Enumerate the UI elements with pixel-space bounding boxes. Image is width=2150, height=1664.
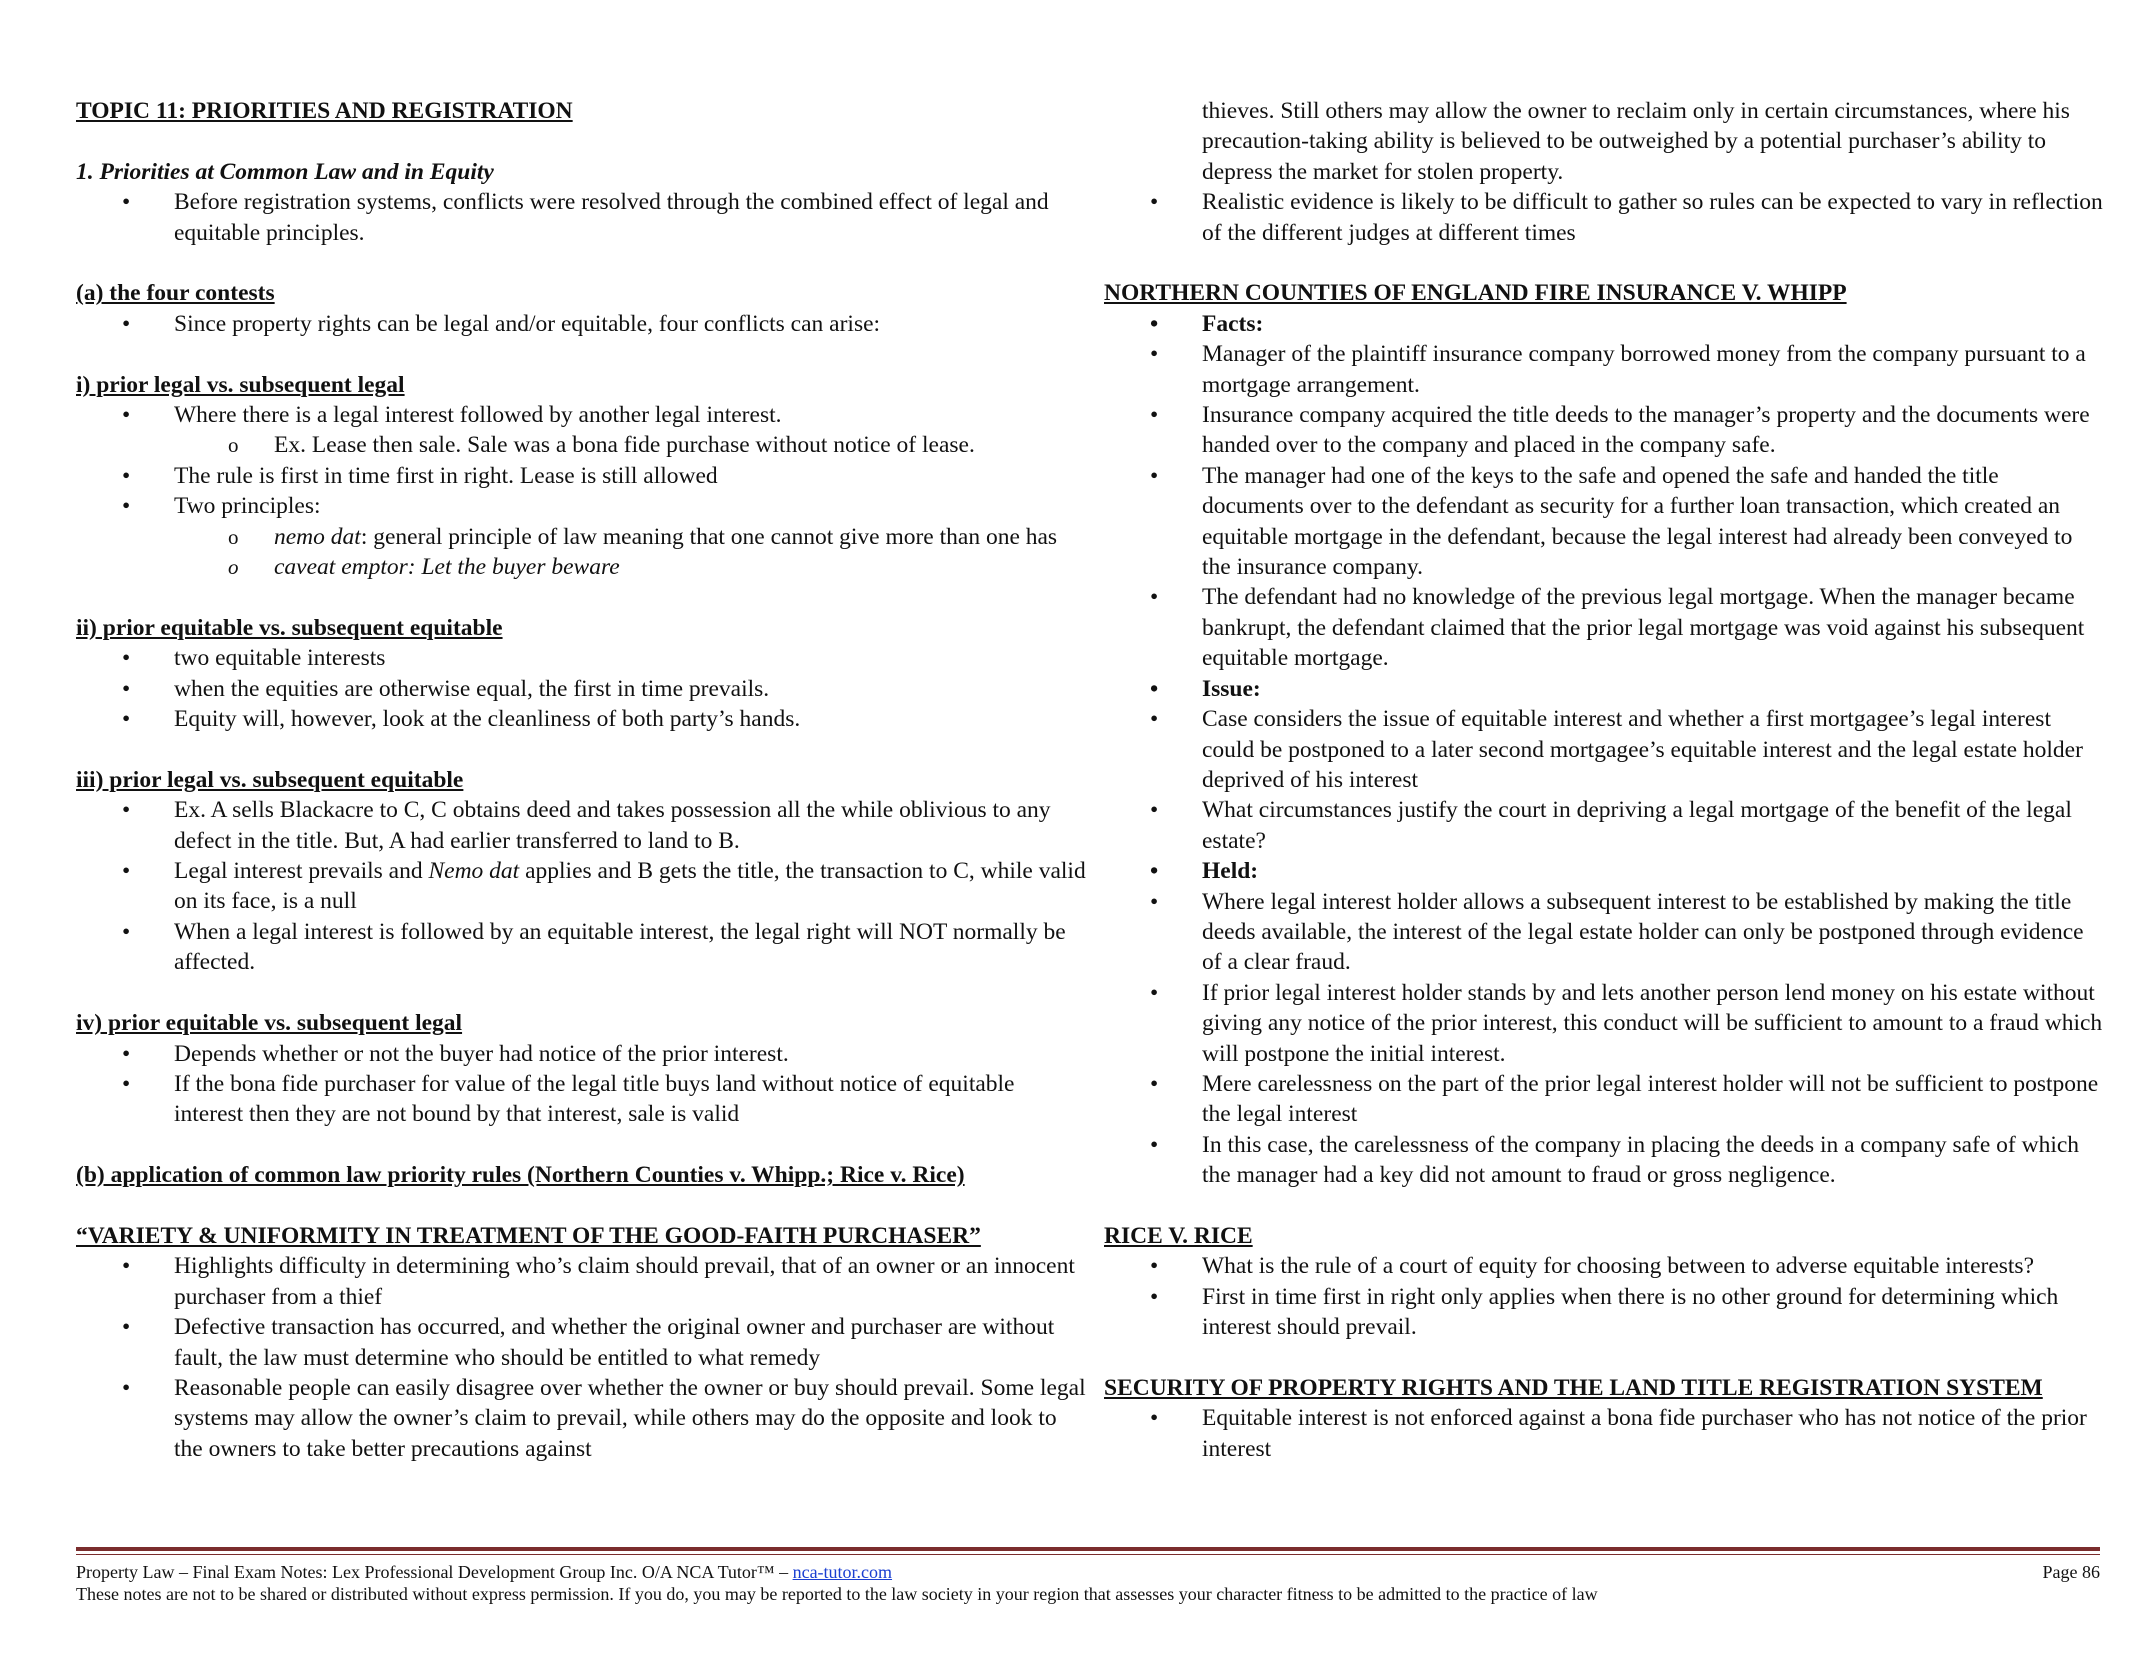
section-a-title: (a) the four contests bbox=[76, 280, 275, 307]
list-item: • Before registration systems, conflicts were resolved through the combined effect of legal and equitable principles. bbox=[76, 187, 1086, 248]
northern-counties-list bbox=[1104, 309, 2104, 1191]
footer-text: Property Law – Final Exam Notes: Lex Professional Development Group Inc. O/A NCA Tutor™ – bbox=[76, 1562, 793, 1582]
list-item: • Reasonable people can easily disagree over whether the owner or buy should prevail. Some legal systems may allow the owner’s claim to prevail, while others may do the opposite and look to the owners to take better precautions against bbox=[76, 1373, 1086, 1464]
list-item: • What is the rule of a court of equity for choosing between to adverse equitable interests? bbox=[1104, 1251, 2104, 1281]
list-item: • Where legal interest holder allows a subsequent interest to be established by making the title deeds available, the interest of the legal estate holder can only be postponed through evidence of a clear fraud. bbox=[1104, 887, 2104, 978]
list-item: • First in time first in right only applies when there is no other ground for determining which interest should prevail. bbox=[1104, 1282, 2104, 1343]
rice-list bbox=[1104, 1251, 2104, 1342]
sub-list-item: o caveat emptor: Let the buyer beware bbox=[76, 552, 1086, 582]
section-1-title: 1. Priorities at Common Law and in Equity bbox=[76, 158, 494, 185]
list-item: • When a legal interest is followed by an equitable interest, the legal right will NOT normally be affected. bbox=[76, 917, 1086, 978]
term-nemo-dat: nemo dat bbox=[274, 523, 361, 550]
sub-list-item bbox=[76, 522, 1086, 552]
issue-label: • Issue: bbox=[1104, 674, 2104, 704]
section-ii-list bbox=[76, 643, 1086, 734]
security-title: SECURITY OF PROPERTY RIGHTS AND THE LAND TITLE REGISTRATION SYSTEM bbox=[1104, 1375, 2043, 1402]
left-column bbox=[76, 96, 1086, 1464]
section-iii-list bbox=[76, 795, 1086, 977]
security-list bbox=[1104, 1403, 2104, 1464]
footer-line-1 bbox=[76, 1561, 2100, 1583]
section-i-list bbox=[76, 400, 1086, 582]
section-iv-title: iv) prior equitable vs. subsequent legal bbox=[76, 1010, 463, 1037]
page-number: Page 86 bbox=[2042, 1562, 2100, 1582]
text-segment: Legal interest prevails and bbox=[174, 858, 429, 885]
list-item: • Where there is a legal interest followed by another legal interest. bbox=[76, 400, 1086, 430]
list-item: • Defective transaction has occurred, and whether the original owner and purchaser are without fault, the law must determine who should be entitled to what remedy bbox=[76, 1312, 1086, 1373]
continued-bullet-text: thieves. Still others may allow the owner to reclaim only in certain circumstances, where his precaution-taking ability is believed to be outweighed by a potential purchaser’s ability to depress the market for stolen property. bbox=[1202, 98, 2070, 185]
section-iii-title: iii) prior legal vs. subsequent equitable bbox=[76, 766, 464, 793]
list-item: • Insurance company acquired the title deeds to the manager’s property and the documents were handed over to the company and placed in the company safe. bbox=[1104, 400, 2104, 461]
section-ii-title: ii) prior equitable vs. subsequent equitable bbox=[76, 614, 503, 641]
footer-disclaimer: These notes are not to be shared or distributed without express permission. If you do, you may be reported to the law society in your region that assesses your character fitness to be admitted to the practice of law bbox=[76, 1584, 1598, 1604]
list-item: • In this case, the carelessness of the company in placing the deeds in a company safe of which the manager had a key did not amount to fraud or gross negligence. bbox=[1104, 1130, 2104, 1191]
rice-title: RICE V. RICE bbox=[1104, 1223, 1253, 1249]
continued-list bbox=[1104, 187, 2104, 248]
list-item bbox=[76, 856, 1086, 917]
footer bbox=[76, 1561, 2100, 1605]
list-item: • Since property rights can be legal and/or equitable, four conflicts can arise: bbox=[76, 309, 1086, 339]
list-item: • The manager had one of the keys to the safe and opened the safe and handed the title documents over to the defendant as security for a further loan transaction, which created an equitable mortgage in the defendant, because the legal interest had already been conveyed to the insurance company. bbox=[1104, 461, 2104, 583]
variety-title: “VARIETY & UNIFORMITY IN TREATMENT OF THE GOOD-FAITH PURCHASER” bbox=[76, 1222, 981, 1249]
list-item: • What circumstances justify the court in depriving a legal mortgage of the benefit of the legal estate? bbox=[1104, 795, 2104, 856]
northern-counties-title: NORTHERN COUNTIES OF ENGLAND FIRE INSURANCE V. WHIPP bbox=[1104, 280, 1847, 307]
footer-rule-thin bbox=[76, 1554, 2100, 1555]
list-item: • The rule is first in time first in right. Lease is still allowed bbox=[76, 461, 1086, 491]
text-segment: applies and B gets the title, the transaction to C, while valid on its face, is a null bbox=[174, 858, 1086, 915]
list-item: • two equitable interests bbox=[76, 643, 1086, 673]
topic-title: TOPIC 11: PRIORITIES AND REGISTRATION bbox=[76, 98, 573, 124]
list-item: • Mere carelessness on the part of the prior legal interest holder will not be sufficient to postpone the legal interest bbox=[1104, 1069, 2104, 1130]
definition-text: : general principle of law meaning that one cannot give more than one has bbox=[360, 523, 1058, 550]
list-item: • The defendant had no knowledge of the previous legal mortgage. When the manager became bankrupt, the defendant claimed that the prior legal mortgage was void against his subsequent equitable mortgage. bbox=[1104, 582, 2104, 673]
section-a-list bbox=[76, 309, 1086, 339]
list-item: • Realistic evidence is likely to be difficult to gather so rules can be expected to vary in reflection of the different judges at different times bbox=[1104, 187, 2104, 248]
list-item: • Highlights difficulty in determining who’s claim should prevail, that of an owner or an innocent purchaser from a thief bbox=[76, 1251, 1086, 1312]
list-item: • when the equities are otherwise equal, the first in time prevails. bbox=[76, 674, 1086, 704]
variety-list bbox=[76, 1251, 1086, 1464]
list-item: • Equitable interest is not enforced against a bona fide purchaser who has not notice of the prior interest bbox=[1104, 1403, 2104, 1464]
sub-list-item: o Ex. Lease then sale. Sale was a bona fide purchase without notice of lease. bbox=[76, 430, 1086, 460]
footer-link[interactable]: nca-tutor.com bbox=[792, 1562, 893, 1582]
list-item: • Depends whether or not the buyer had notice of the prior interest. bbox=[76, 1039, 1086, 1069]
list-item: • If prior legal interest holder stands by and lets another person lend money on his estate without giving any notice of the prior interest, this conduct will be sufficient to amount to a fraud which will postpone the initial interest. bbox=[1104, 978, 2104, 1069]
list-item: • Ex. A sells Blackacre to C, C obtains deed and takes possession all the while oblivious to any defect in the title. But, A had earlier transferred to land to B. bbox=[76, 795, 1086, 856]
section-b-title: (b) application of common law priority rules (Northern Counties v. Whipp.; Rice v. Rice) bbox=[76, 1162, 965, 1189]
list-item: • Equity will, however, look at the cleanliness of both party’s hands. bbox=[76, 704, 1086, 734]
section-iv-list bbox=[76, 1039, 1086, 1130]
held-label: • Held: bbox=[1104, 856, 2104, 886]
list-item: • If the bona fide purchaser for value of the legal title buys land without notice of equitable interest then they are not bound by that interest, sale is valid bbox=[76, 1069, 1086, 1130]
list-item: • Two principles: bbox=[76, 491, 1086, 521]
section-1-list bbox=[76, 187, 1086, 248]
footer-rule bbox=[76, 1547, 2100, 1551]
list-item: • Manager of the plaintiff insurance company borrowed money from the company pursuant to a mortgage arrangement. bbox=[1104, 339, 2104, 400]
term-nemo-dat: Nemo dat bbox=[428, 858, 520, 885]
right-column bbox=[1104, 96, 2104, 1464]
facts-label: • Facts: bbox=[1104, 309, 2104, 339]
list-item: • Case considers the issue of equitable interest and whether a first mortgagee’s legal interest could be postponed to a later second mortgagee’s equitable interest and the legal estate holder deprived of his interest bbox=[1104, 704, 2104, 795]
section-i-title: i) prior legal vs. subsequent legal bbox=[76, 371, 405, 398]
